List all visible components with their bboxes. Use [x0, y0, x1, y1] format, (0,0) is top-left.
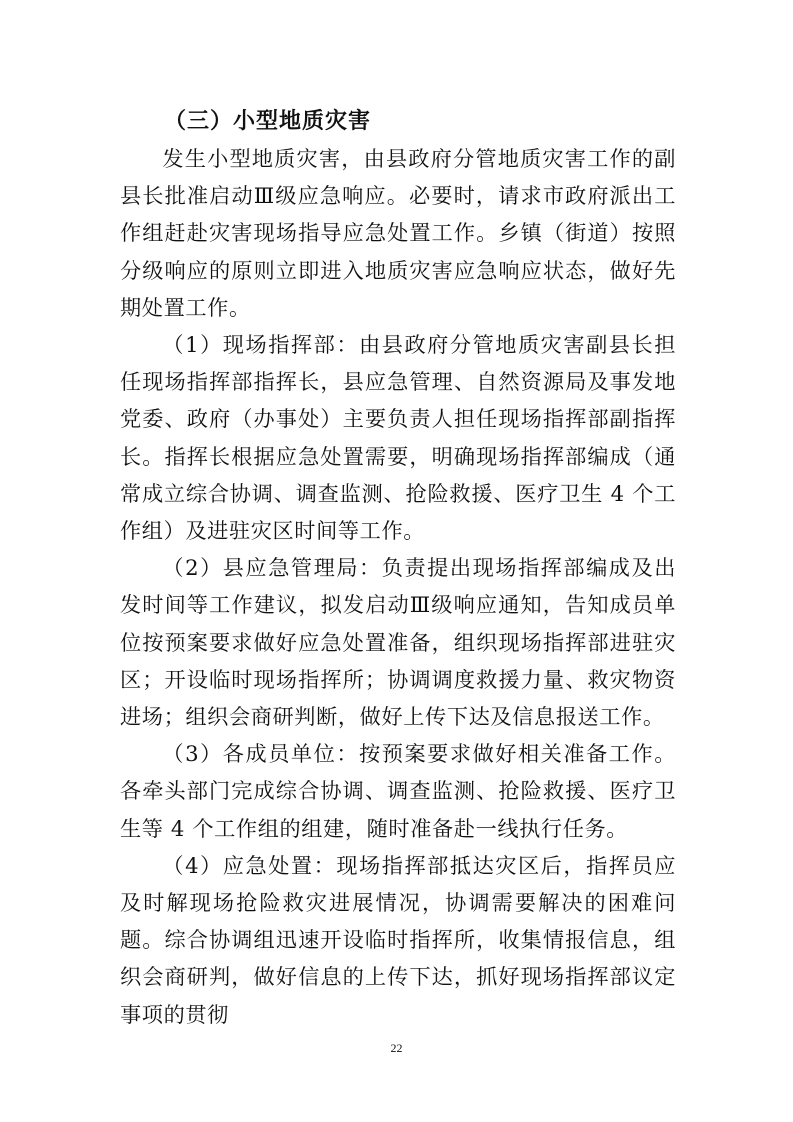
section-title: （三）小型地质灾害	[164, 109, 372, 134]
paragraph-emergency-bureau: （2）县应急管理局：负责提出现场指挥部编成及出发时间等工作建议，拟发启动Ⅲ级响应通知，告知成员单位按预案要求做好应急处置准备，组织现场指挥部进驻灾区；开设临时现场指挥所；协调调度救援力量、救灾物资进场；组织会商研判断，做好上传下达及信息报送工作。	[120, 555, 676, 730]
paragraph-intro: 发生小型地质灾害，由县政府分管地质灾害工作的副县长批准启动Ⅲ级应急响应。必要时，请求市政府派出工作组赶赴灾害现场指导应急处置工作。乡镇（街道）按照分级响应的原则立即进入地质灾害应急响应状态，做好先期处置工作。	[120, 146, 676, 320]
paragraph-command-post: （1）现场指挥部：由县政府分管地质灾害副县长担任现场指挥部指挥长，县应急管理、自然资源局及事发地党委、政府（办事处）主要负责人担任现场指挥部副指挥长。指挥长根据应急处置需要，明确现场指挥部编成（通常成立综合协调、调查监测、抢险救援、医疗卫生 4 个工作组）及进驻灾区时间等工作。	[120, 332, 676, 544]
page-number: 22	[390, 1041, 403, 1055]
paragraph-emergency-response: （4）应急处置：现场指挥部抵达灾区后，指挥员应及时解现场抢险救灾进展情况，协调需要解决的困难问题。综合协调组迅速开设临时指挥所，收集情报信息，组织会商研判，做好信息的上传下达，抓好现场指挥部议定事项的贯彻	[120, 852, 676, 1027]
body-text	[120, 140, 676, 1033]
paragraph-member-units: （3）各成员单位：按预案要求做好相关准备工作。各牵头部门完成综合协调、调查监测、抢险救援、医疗卫生等 4 个工作组的组建，随时准备赴一线执行任务。	[120, 741, 676, 841]
